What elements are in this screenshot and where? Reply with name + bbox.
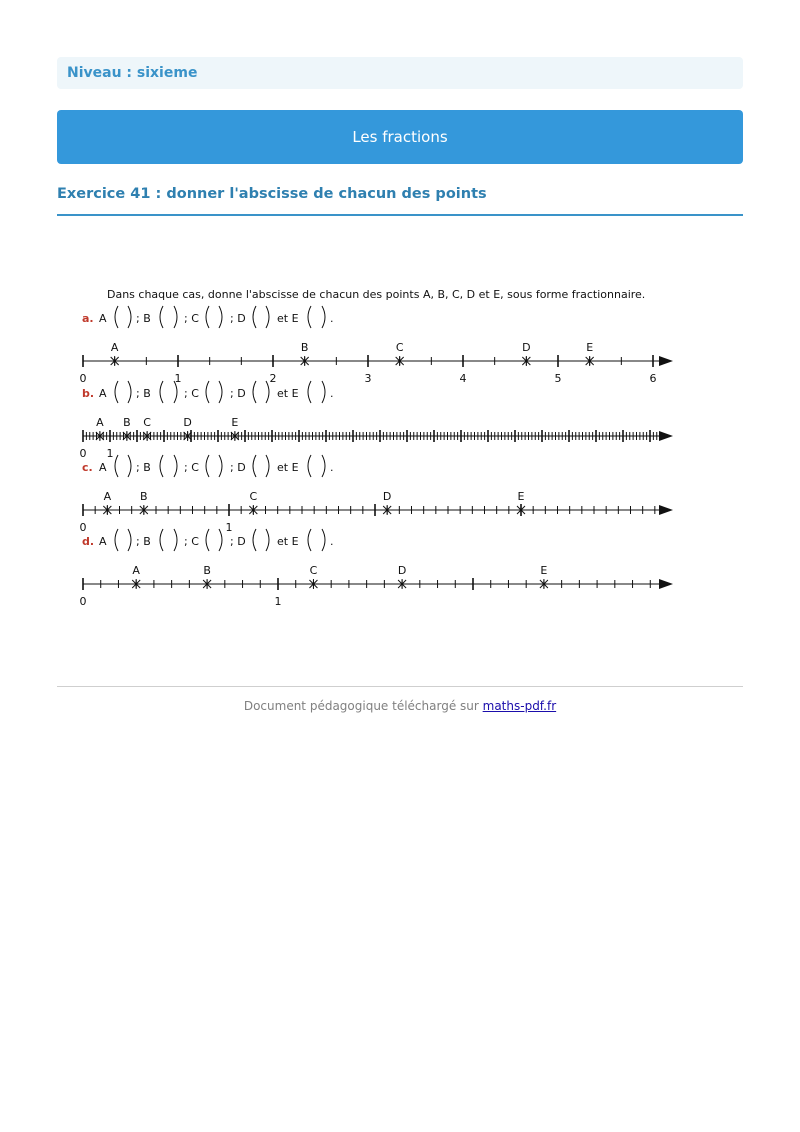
answer-blank-right-paren <box>128 455 131 477</box>
tick-label: 1 <box>274 595 282 608</box>
answer-blank-left-paren <box>115 529 118 551</box>
answer-blank-right-paren <box>266 455 269 477</box>
point-label-C: C <box>249 490 258 503</box>
answer-word: A <box>99 387 107 400</box>
answer-end: . <box>330 312 334 325</box>
point-label-A: A <box>103 490 112 503</box>
answer-blank-right-paren <box>322 529 325 551</box>
answer-blank-left-paren <box>160 306 163 328</box>
answer-blank-left-paren <box>308 381 311 403</box>
answer-blank-right-paren <box>174 529 177 551</box>
answer-blank-right-paren <box>219 381 222 403</box>
part-b <box>80 381 674 460</box>
answer-word: ; C <box>184 387 199 400</box>
answer-blank-left-paren <box>115 306 118 328</box>
point-label-A: A <box>110 341 119 354</box>
answer-word: A <box>99 535 107 548</box>
point-label-B: B <box>123 416 131 429</box>
answer-word: et E <box>277 535 299 548</box>
answer-word: ; C <box>184 535 199 548</box>
part-a <box>80 306 674 385</box>
point-label-B: B <box>300 341 309 354</box>
point-label-D: D <box>382 490 392 503</box>
answer-word: ; B <box>136 535 151 548</box>
answer-word: ; B <box>136 312 151 325</box>
answer-word: A <box>99 461 107 474</box>
tick-label: 0 <box>79 521 87 534</box>
answer-blank-left-paren <box>206 529 209 551</box>
tick-label: 1 <box>106 447 114 460</box>
point-label-B: B <box>140 490 148 503</box>
point-label-E: E <box>517 490 525 503</box>
tick-label: 1 <box>174 372 182 385</box>
point-label-E: E <box>586 341 594 354</box>
point-label-C: C <box>395 341 404 354</box>
answer-blank-left-paren <box>308 306 311 328</box>
tick-label: 3 <box>364 372 372 385</box>
answer-blank-left-paren <box>206 306 209 328</box>
answer-word: ; B <box>136 461 151 474</box>
answer-blank-left-paren <box>253 455 256 477</box>
answer-word: ; D <box>230 387 246 400</box>
answer-blank-right-paren <box>128 381 131 403</box>
point-label-A: A <box>96 416 104 429</box>
answer-blank-left-paren <box>160 381 163 403</box>
answer-word: ; C <box>184 312 199 325</box>
part-label: a. <box>82 312 94 325</box>
answer-blank-left-paren <box>253 306 256 328</box>
answer-blank-left-paren <box>308 455 311 477</box>
answer-blank-left-paren <box>308 529 311 551</box>
tick-label: 0 <box>79 595 87 608</box>
answer-word: et E <box>277 461 299 474</box>
answer-blank-right-paren <box>219 306 222 328</box>
point-label-D: D <box>397 564 407 577</box>
point-label-D: D <box>522 341 531 354</box>
answer-blank-right-paren <box>266 306 269 328</box>
point-label-C: C <box>143 416 151 429</box>
answer-blank-right-paren <box>219 529 222 551</box>
tick-label: 4 <box>459 372 467 385</box>
answer-blank-right-paren <box>322 455 325 477</box>
exercise-figure <box>70 282 690 622</box>
answer-word: et E <box>277 312 299 325</box>
answer-blank-left-paren <box>115 381 118 403</box>
part-c <box>80 455 674 534</box>
level-box <box>57 57 743 89</box>
answer-blank-left-paren <box>160 455 163 477</box>
part-label: b. <box>82 387 95 400</box>
answer-word: ; D <box>230 461 246 474</box>
answer-word: ; B <box>136 387 151 400</box>
answer-blank-right-paren <box>174 455 177 477</box>
exercise-title: Exercice 41 : donner l'abscisse de chacun des points <box>57 186 487 202</box>
axis-arrow <box>659 505 673 515</box>
answer-word: ; D <box>230 312 246 325</box>
tick-label: 5 <box>554 372 562 385</box>
answer-blank-left-paren <box>206 455 209 477</box>
chapter-title: Les fractions <box>352 128 448 146</box>
answer-blank-left-paren <box>160 529 163 551</box>
instruction-text: Dans chaque cas, donne l'abscisse de chacun des points A, B, C, D et E, sous forme fractionnaire. <box>107 288 646 301</box>
point-label-E: E <box>231 416 239 429</box>
point-label-A: A <box>132 564 140 577</box>
footer-link[interactable]: maths-pdf.fr <box>482 699 557 713</box>
answer-word: ; D <box>230 535 246 548</box>
part-label: d. <box>82 535 95 548</box>
axis-arrow <box>659 356 673 366</box>
answer-blank-right-paren <box>266 529 269 551</box>
point-label-E: E <box>540 564 548 577</box>
answer-word: ; C <box>184 461 199 474</box>
answer-word: A <box>99 312 107 325</box>
axis-arrow <box>659 579 673 589</box>
tick-label: 0 <box>79 372 87 385</box>
tick-label: 2 <box>269 372 277 385</box>
answer-end: . <box>330 387 334 400</box>
answer-blank-right-paren <box>128 306 131 328</box>
part-d <box>80 529 674 608</box>
answer-blank-left-paren <box>206 381 209 403</box>
answer-blank-left-paren <box>115 455 118 477</box>
footer-divider <box>57 686 743 687</box>
point-label-D: D <box>183 416 192 429</box>
answer-blank-right-paren <box>174 306 177 328</box>
part-label: c. <box>82 461 93 474</box>
point-label-C: C <box>309 564 318 577</box>
answer-blank-right-paren <box>128 529 131 551</box>
footer-text: Document pédagogique téléchargé sur <box>243 699 483 713</box>
answer-blank-left-paren <box>253 529 256 551</box>
answer-end: . <box>330 461 334 474</box>
number-lines <box>80 306 674 608</box>
answer-end: . <box>330 535 334 548</box>
answer-blank-right-paren <box>322 306 325 328</box>
exercise-heading <box>57 186 743 216</box>
answer-word: et E <box>277 387 299 400</box>
footer <box>0 699 800 713</box>
axis-arrow <box>659 431 673 441</box>
tick-label: 0 <box>79 447 87 460</box>
answer-blank-right-paren <box>322 381 325 403</box>
tick-label: 6 <box>649 372 657 385</box>
tick-label: 1 <box>225 521 233 534</box>
level-label: Niveau : sixieme <box>67 65 198 81</box>
point-label-B: B <box>203 564 211 577</box>
answer-blank-right-paren <box>219 455 222 477</box>
chapter-banner <box>57 110 743 164</box>
answer-blank-left-paren <box>253 381 256 403</box>
